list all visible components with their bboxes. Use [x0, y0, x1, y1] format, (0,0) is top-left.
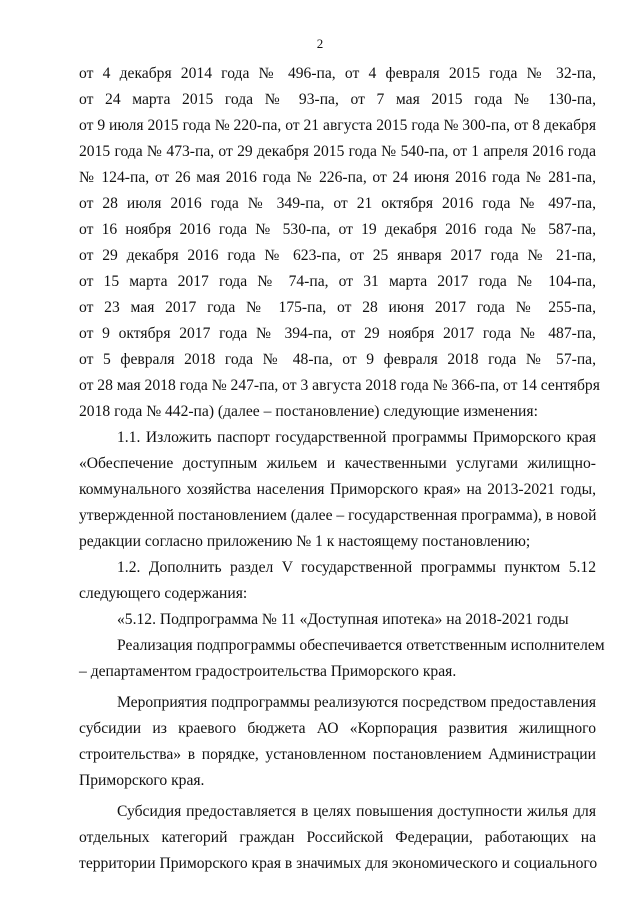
text-line: от 28 мая 2018 года № 247-па, от 3 августа 2018 года № 366-па, от 14 сентября [79, 377, 600, 394]
text-line: отдельных категорий граждан Российской Федерации, работающих на [79, 829, 596, 846]
text-line: коммунального хозяйства населения Приморского края» на 2013-2021 годы, [79, 481, 596, 498]
text-line: «Обеспечение доступным жильем и качественными услугами жилищно- [79, 455, 596, 472]
text-line: «5.12. Подпрограмма № 11 «Доступная ипотека» на 2018-2021 годы [117, 611, 569, 628]
text-line: 1.1. Изложить паспорт государственной программы Приморского края [117, 429, 596, 446]
text-line: – департаментом градостроительства Приморского края. [79, 663, 457, 680]
page-number: 2 [316, 36, 324, 51]
text-line: от 5 февраля 2018 года № 48-па, от 9 февраля 2018 года № 57-па, [79, 351, 596, 368]
text-line: от 24 марта 2015 года № 93-па, от 7 мая 2015 года № 130-па, [79, 91, 596, 108]
text-line: Приморского края. [79, 772, 205, 789]
text-line: от 16 ноября 2016 года № 530-па, от 19 декабря 2016 года № 587-па, [79, 221, 596, 238]
text-line: от 4 декабря 2014 года № 496-па, от 4 февраля 2015 года № 32-па, [79, 65, 596, 82]
text-line: от 9 июля 2015 года № 220-па, от 21 августа 2015 года № 300-па, от 8 декабря [79, 117, 596, 134]
text-line: Мероприятия подпрограммы реализуются посредством предоставления [117, 694, 596, 711]
text-line: субсидии из краевого бюджета АО «Корпорация развития жилищного [79, 720, 596, 737]
text-line: территории Приморского края в значимых для экономического и социального [79, 855, 598, 872]
text-line: Субсидия предоставляется в целях повышения доступности жилья для [117, 803, 596, 820]
text-line: № 124-па, от 26 мая 2016 года № 226-па, от 24 июня 2016 года № 281-па, [79, 169, 596, 186]
text-line: Реализация подпрограммы обеспечивается ответственным исполнителем [117, 637, 605, 654]
text-line: от 23 мая 2017 года № 175-па, от 28 июня 2017 года № 255-па, [79, 299, 596, 316]
text-line: строительства» в порядке, установленном постановлением Администрации [79, 746, 596, 763]
text-line: от 28 июля 2016 года № 349-па, от 21 октября 2016 года № 497-па, [79, 195, 596, 212]
text-line: редакции согласно приложению № 1 к настоящему постановлению; [79, 533, 531, 550]
text-line: от 9 октября 2017 года № 394-па, от 29 ноября 2017 года № 487-па, [79, 325, 596, 342]
text-line: следующего содержания: [79, 585, 248, 602]
text-line: от 29 декабря 2016 года № 623-па, от 25 января 2017 года № 21-па, [79, 247, 596, 264]
text-line: утвержденной постановлением (далее – государственная программа), в новой [79, 507, 597, 524]
text-line: 2018 года № 442-па) (далее – постановление) следующие изменения: [79, 403, 538, 420]
text-line: 2015 года № 473-па, от 29 декабря 2015 года № 540-па, от 1 апреля 2016 года [79, 143, 596, 160]
text-line: от 15 марта 2017 года № 74-па, от 31 марта 2017 года № 104-па, [79, 273, 596, 290]
text-line: 1.2. Дополнить раздел V государственной программы пунктом 5.12 [117, 559, 596, 576]
